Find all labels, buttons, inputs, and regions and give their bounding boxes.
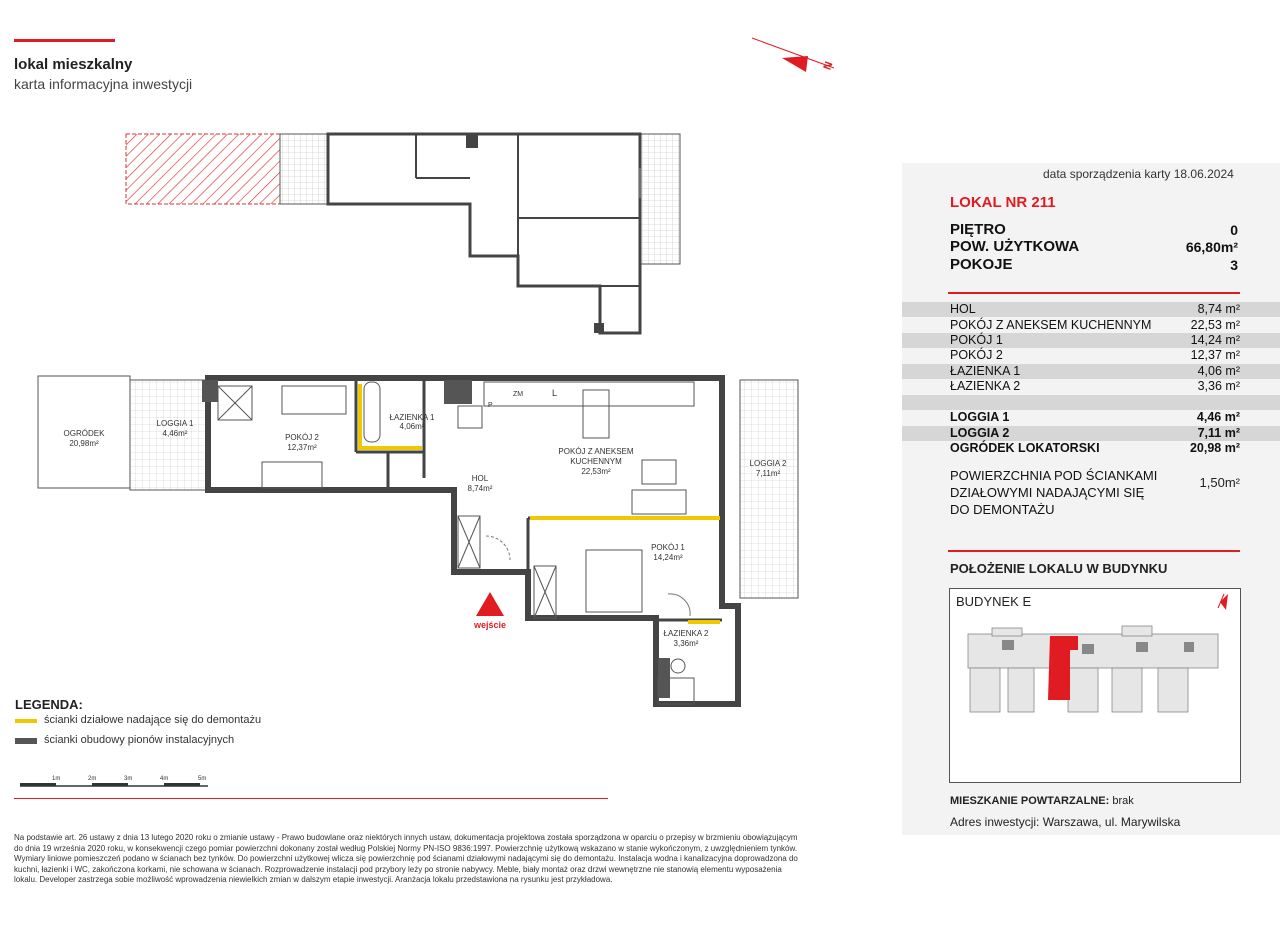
room-area: 4,06m² [399,422,425,431]
outdoor-row: OGRÓDEK LOKATORSKI 20,98 m² [950,441,1240,455]
room-label: LOGGIA 1 [156,419,194,428]
room-area: 3,36m² [673,639,699,648]
room-row: POKÓJ 1 14,24 m² [902,333,1280,348]
outdoor-row: LOGGIA 2 7,11 m² [902,426,1280,441]
scale-tick: 5m [198,776,207,782]
scale-tick: 1m [52,776,61,782]
summary-label: POKOJE [950,256,1013,273]
room-label: OGRÓDEK [63,429,105,438]
room-area: 22,53m² [581,467,611,476]
room-label: LOGGIA 2 [749,459,787,468]
room-row: POKÓJ Z ANEKSEM KUCHENNYM 22,53 m² [950,318,1240,332]
repeat-info: MIESZKANIE POWTARZALNE: brak [950,795,1134,807]
spacer-row [902,395,1280,410]
divider [948,550,1240,552]
header-accent-bar [14,39,115,42]
room-area: 14,24m² [653,553,683,562]
room-row: POKÓJ 2 12,37 m² [950,348,1240,362]
demolition-label: DO DEMONTAŻU [950,502,1055,517]
repeat-value: brak [1112,795,1134,807]
room-row: ŁAZIENKA 2 3,36 m² [950,379,1240,393]
plan-label-p: P [488,402,493,409]
building-site-plan [962,590,1232,720]
date-line: data sporządzenia karty 18.06.2024 [1043,167,1234,181]
footer-disclaimer: Na podstawie art. 26 ustawy z dnia 13 lutego 2020 roku o zmianie ustawy - Prawo budowlane oraz niektórych innych ustaw, dokumentacja projektowa została sporządzona w oparciu o przepisy w brzmieniu obowiązującym do dnia 19 września 2020 roku, w konsekwencji czego pomiar powierzchni dokonany został według Polskiej Normy PN-ISO 9836:1997. Powierzchnię użytkową wskazano w stanie wykończonym, z uwzględnieniem tynków. Wymiary liniowe pomieszczeń podano w ścianach bez tynków. Do powierzchni użytkowej wlicza się powierzchnię pod ścianami działowymi nadającymi się do demontażu. Instalacja wodna i kanalizacyjna doprowadzona do kuchni, łazienki i WC, zakończona korkami, nie schowana w ścianach. Rozprowadzenie instalacji pod przybory leży po stronie nabywcy. Meble, biały montaż oraz drzwi wewnętrzne nie stanowią elementu wyposażenia lokalu. Developer zastrzega sobie możliwość wprowadzenia niewielkich zmian w dalszym etapie inwestycji. Aranżacja lokalu przedstawiona na rysunku jest przykładowa. [14,833,798,884]
room-label: KUCHENNYM [570,457,622,466]
scale-tick: 2m [88,776,97,782]
page-title: lokal mieszkalny [14,56,133,73]
room-label: POKÓJ Z ANEKSEM [558,447,634,456]
entrance-label: wejście [473,620,507,630]
location-title: POŁOŻENIE LOKALU W BUDYNKU [950,561,1168,576]
room-label: POKÓJ 2 [285,433,319,442]
room-area: 12,37m² [287,443,317,452]
legend-item: ścianki działowe nadające się do demontażu [44,714,262,726]
room-area: 8,74m² [467,484,493,493]
room-label: HOL [471,474,489,483]
summary-label: PIĘTRO [950,221,1006,238]
plan-label-l: L [552,388,558,398]
demolition-value: 1,50m² [1199,475,1240,490]
page-subtitle: karta informacyjna inwestycji [14,76,193,92]
scale-tick: 4m [160,776,169,782]
investment-address: Adres inwestycji: Warszawa, ul. Marywilska [950,815,1181,829]
demolition-label: DZIAŁOWYMI NADAJĄCYMI SIĘ [950,485,1145,500]
compass-label: N [821,60,836,72]
room-area: 7,11m² [755,469,781,478]
room-row: ŁAZIENKA 1 4,06 m² [902,364,1280,379]
building-outline-plan [120,128,690,338]
summary-value: 66,80m² [1185,239,1238,255]
room-row: HOL 8,74 m² [902,302,1280,317]
legend-item: ścianki obudowy pionów instalacyjnych [44,734,235,746]
lokal-number: LOKAL NR 211 [950,194,1056,211]
outdoor-row: LOGGIA 1 4,46 m² [950,410,1240,424]
legend-title: LEGENDA: [15,697,83,712]
room-label: POKÓJ 1 [651,543,685,552]
room-area: 4,46m² [162,429,188,438]
scale-bar [18,774,218,790]
summary-value: 3 [1230,257,1238,273]
footer-divider [14,798,608,799]
floor-plan [30,368,800,713]
plan-label-zm: ZM [513,391,524,398]
compass-icon [748,34,840,78]
room-area: 20,98m² [69,439,99,448]
legend-swatch-grey [15,738,37,744]
demolition-label: POWIERZCHNIA POD ŚCIANKAMI [950,468,1158,483]
scale-tick: 3m [124,776,133,782]
building-label: BUDYNEK E [956,594,1032,609]
room-label: ŁAZIENKA 1 [389,413,435,422]
date-value: 18.06.2024 [1173,167,1234,181]
legend-swatch-yellow [15,719,37,723]
summary-value: 0 [1230,222,1238,238]
divider [948,292,1240,294]
room-label: ŁAZIENKA 2 [663,629,709,638]
summary-label: POW. UŻYTKOWA [950,238,1080,255]
